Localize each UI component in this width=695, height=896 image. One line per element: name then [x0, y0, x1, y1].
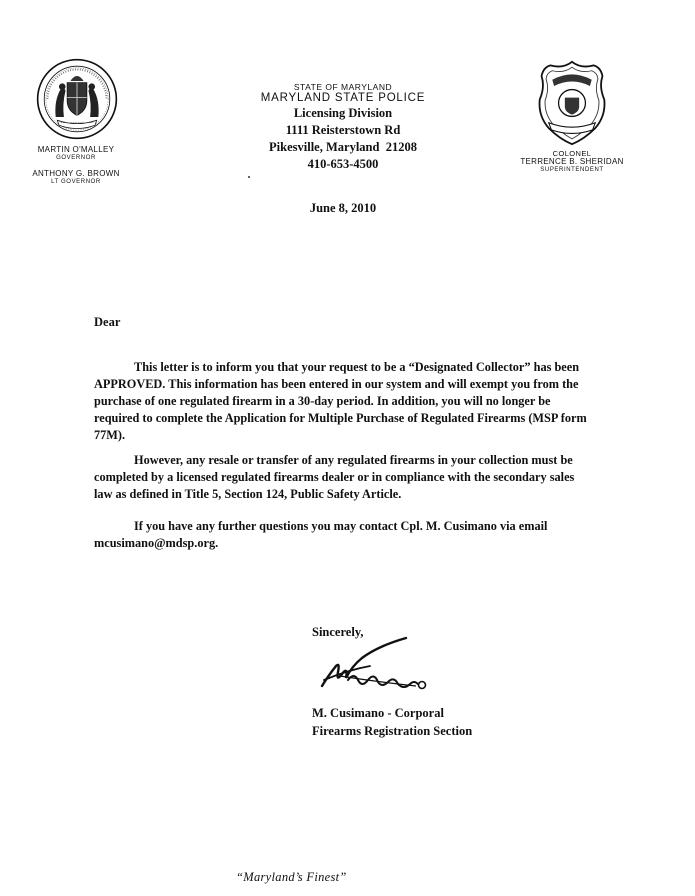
governor-title: GOVERNOR — [56, 155, 96, 161]
division-name: Licensing Division — [293, 106, 393, 120]
signer-section: Firearms Registration Section — [312, 724, 473, 738]
superintendent-block — [520, 150, 624, 174]
superintendent-rank: COLONEL — [552, 149, 592, 158]
superintendent-name: TERRENCE B. SHERIDAN — [520, 157, 624, 166]
lt-governor-name: ANTHONY G. BROWN — [32, 169, 120, 178]
agency-name: MARYLAND STATE POLICE — [260, 92, 426, 104]
lt-governor-title: LT GOVERNOR — [51, 179, 101, 185]
city-address: Pikesville, Maryland 21208 — [269, 140, 417, 154]
phone-number: 410-653-4500 — [307, 157, 379, 171]
body-paragraph-1 — [94, 359, 594, 444]
signature-block — [312, 704, 472, 740]
paragraph-text: This letter is to inform you that your request to be a “Designated Collector” has been APPROVED. This information has been entered in our system and will exempt you from the purchase of one regulated firearm in a 30-day period. In addition, you will no longer be required to complete the Application for Multiple Purchase of Regulated Firearms (MSP form 77M). — [94, 360, 587, 442]
street-address: 1111 Reisterstown Rd — [285, 123, 401, 137]
body-paragraph-2 — [94, 452, 594, 503]
letter-date: June 8, 2010 — [309, 201, 377, 215]
closing: Sincerely, — [312, 625, 364, 639]
governor-block — [26, 146, 126, 162]
paragraph-text: If you have any further questions you may contact Cpl. M. Cusimano via email mcusimano@mdsp.org. — [94, 519, 548, 550]
scan-speck — [248, 176, 250, 178]
body-paragraph-3 — [94, 518, 594, 552]
paragraph-text: However, any resale or transfer of any regulated firearms in your collection must be completed by a licensed regulated firearms dealer or in compliance with the secondary sales law as defined in Title 5, Section 124, Public Safety Article. — [94, 453, 575, 501]
lt-governor-block — [24, 170, 128, 186]
letterhead — [240, 82, 446, 173]
maryland-state-seal-icon — [36, 58, 118, 140]
salutation: Dear — [94, 315, 121, 329]
state-police-badge-icon — [536, 60, 608, 146]
state-name: STATE OF MARYLAND — [293, 82, 393, 92]
signer-name: M. Cusimano - Corporal — [312, 706, 444, 720]
handwritten-signature — [318, 636, 430, 694]
governor-name: MARTIN O'MALLEY — [37, 145, 115, 154]
footer-motto: “Maryland’s Finest” — [236, 870, 347, 884]
superintendent-title: SUPERINTENDENT — [540, 167, 604, 173]
